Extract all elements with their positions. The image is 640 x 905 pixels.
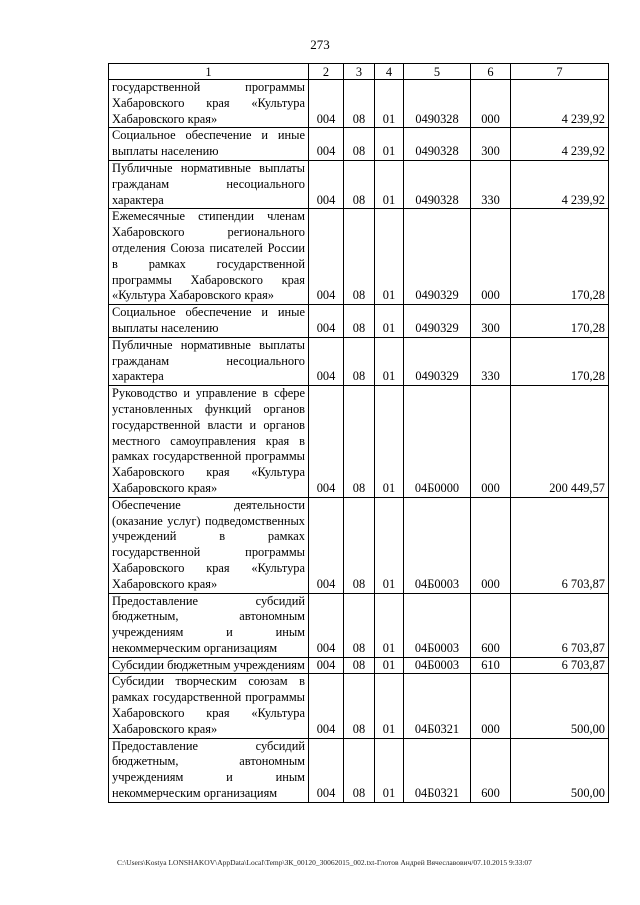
cell-subsection: 01 xyxy=(375,160,404,208)
cell-expense-type: 610 xyxy=(471,657,511,674)
cell-expense-type: 000 xyxy=(471,497,511,593)
table-row xyxy=(109,497,609,593)
cell-expense-type: 600 xyxy=(471,738,511,802)
table-row xyxy=(109,386,609,498)
cell-expense-type: 330 xyxy=(471,160,511,208)
cell-amount: 6 703,87 xyxy=(511,657,609,674)
cell-section: 08 xyxy=(344,657,375,674)
cell-subsection: 01 xyxy=(375,305,404,338)
cell-name: Субсидии бюджетным учреждениям xyxy=(109,657,309,674)
cell-target-item: 04Б0003 xyxy=(404,657,471,674)
cell-section: 08 xyxy=(344,209,375,305)
cell-target-item: 0490328 xyxy=(404,160,471,208)
cell-amount: 4 239,92 xyxy=(511,160,609,208)
cell-target-item: 04Б0000 xyxy=(404,386,471,498)
cell-subsection: 01 xyxy=(375,209,404,305)
cell-target-item: 0490328 xyxy=(404,128,471,161)
cell-ministry-code: 004 xyxy=(309,80,344,128)
cell-expense-type: 600 xyxy=(471,593,511,657)
cell-name: Руководство и управление в сфере установленных функций органов государственной власти и органов местного самоуправления края в рамках государственной программы Хабаровского края «Культура Хабаровского края» xyxy=(109,386,309,498)
cell-section: 08 xyxy=(344,160,375,208)
column-header: 3 xyxy=(344,64,375,80)
cell-subsection: 01 xyxy=(375,80,404,128)
cell-target-item: 04Б0003 xyxy=(404,497,471,593)
cell-expense-type: 000 xyxy=(471,674,511,738)
cell-name: Предоставление субсидий бюджетным, автономным учреждениям и иным некоммерческим организациям xyxy=(109,593,309,657)
column-header: 2 xyxy=(309,64,344,80)
cell-name: государственной программы Хабаровского края «Культура Хабаровского края» xyxy=(109,80,309,128)
budget-table xyxy=(108,63,609,803)
cell-subsection: 01 xyxy=(375,386,404,498)
cell-name: Социальное обеспечение и иные выплаты населению xyxy=(109,128,309,161)
cell-name: Публичные нормативные выплаты гражданам несоциального характера xyxy=(109,160,309,208)
cell-name: Субсидии творческим союзам в рамках государственной программы Хабаровского края «Культура Хабаровского края» xyxy=(109,674,309,738)
file-path-footer: C:\Users\Kostya LONSHAKOV\AppData\Local\Temp\ЗК_00120_30062015_002.txt-Глотов Андрей Вячеславович/07.10.2015 9:33:07 xyxy=(117,858,532,867)
cell-name: Ежемесячные стипендии членам Хабаровского регионального отделения Союза писателей России в рамках государственной программы Хабаровского края «Культура Хабаровского края» xyxy=(109,209,309,305)
table-row xyxy=(109,593,609,657)
cell-amount: 170,28 xyxy=(511,337,609,385)
cell-subsection: 01 xyxy=(375,128,404,161)
cell-amount: 170,28 xyxy=(511,305,609,338)
cell-amount: 500,00 xyxy=(511,674,609,738)
cell-section: 08 xyxy=(344,305,375,338)
cell-section: 08 xyxy=(344,128,375,161)
table-row xyxy=(109,160,609,208)
table-header-row xyxy=(109,64,609,80)
table-row xyxy=(109,674,609,738)
cell-ministry-code: 004 xyxy=(309,337,344,385)
cell-ministry-code: 004 xyxy=(309,386,344,498)
cell-subsection: 01 xyxy=(375,497,404,593)
cell-ministry-code: 004 xyxy=(309,657,344,674)
cell-amount: 6 703,87 xyxy=(511,593,609,657)
page-number: 273 xyxy=(310,37,330,52)
column-header: 5 xyxy=(404,64,471,80)
column-header: 1 xyxy=(109,64,309,80)
cell-section: 08 xyxy=(344,593,375,657)
cell-subsection: 01 xyxy=(375,337,404,385)
cell-expense-type: 330 xyxy=(471,337,511,385)
cell-name: Публичные нормативные выплаты гражданам несоциального характера xyxy=(109,337,309,385)
cell-ministry-code: 004 xyxy=(309,674,344,738)
cell-expense-type: 300 xyxy=(471,305,511,338)
cell-ministry-code: 004 xyxy=(309,738,344,802)
table-row xyxy=(109,128,609,161)
cell-name: Предоставление субсидий бюджетным, автономным учреждениям и иным некоммерческим организациям xyxy=(109,738,309,802)
cell-section: 08 xyxy=(344,738,375,802)
table-row xyxy=(109,305,609,338)
cell-name: Социальное обеспечение и иные выплаты населению xyxy=(109,305,309,338)
cell-ministry-code: 004 xyxy=(309,593,344,657)
cell-expense-type: 000 xyxy=(471,209,511,305)
cell-name: Обеспечение деятельности (оказание услуг) подведомственных учреждений в рамках государственной программы Хабаровского края «Культура Хабаровского края» xyxy=(109,497,309,593)
cell-ministry-code: 004 xyxy=(309,209,344,305)
column-header: 7 xyxy=(511,64,609,80)
cell-expense-type: 000 xyxy=(471,386,511,498)
cell-expense-type: 300 xyxy=(471,128,511,161)
table-row xyxy=(109,80,609,128)
cell-target-item: 04Б0321 xyxy=(404,674,471,738)
cell-subsection: 01 xyxy=(375,657,404,674)
cell-subsection: 01 xyxy=(375,674,404,738)
table-row xyxy=(109,657,609,674)
cell-section: 08 xyxy=(344,674,375,738)
cell-target-item: 04Б0321 xyxy=(404,738,471,802)
cell-ministry-code: 004 xyxy=(309,305,344,338)
table-row xyxy=(109,209,609,305)
cell-amount: 200 449,57 xyxy=(511,386,609,498)
column-header: 6 xyxy=(471,64,511,80)
cell-amount: 4 239,92 xyxy=(511,128,609,161)
cell-target-item: 0490329 xyxy=(404,337,471,385)
cell-section: 08 xyxy=(344,497,375,593)
cell-amount: 6 703,87 xyxy=(511,497,609,593)
cell-subsection: 01 xyxy=(375,738,404,802)
table-row xyxy=(109,337,609,385)
cell-target-item: 04Б0003 xyxy=(404,593,471,657)
column-header: 4 xyxy=(375,64,404,80)
cell-expense-type: 000 xyxy=(471,80,511,128)
cell-target-item: 0490329 xyxy=(404,209,471,305)
cell-section: 08 xyxy=(344,386,375,498)
cell-subsection: 01 xyxy=(375,593,404,657)
cell-section: 08 xyxy=(344,337,375,385)
cell-ministry-code: 004 xyxy=(309,128,344,161)
cell-target-item: 0490329 xyxy=(404,305,471,338)
cell-target-item: 0490328 xyxy=(404,80,471,128)
cell-amount: 170,28 xyxy=(511,209,609,305)
cell-amount: 500,00 xyxy=(511,738,609,802)
cell-amount: 4 239,92 xyxy=(511,80,609,128)
table-row xyxy=(109,738,609,802)
cell-section: 08 xyxy=(344,80,375,128)
cell-ministry-code: 004 xyxy=(309,160,344,208)
cell-ministry-code: 004 xyxy=(309,497,344,593)
